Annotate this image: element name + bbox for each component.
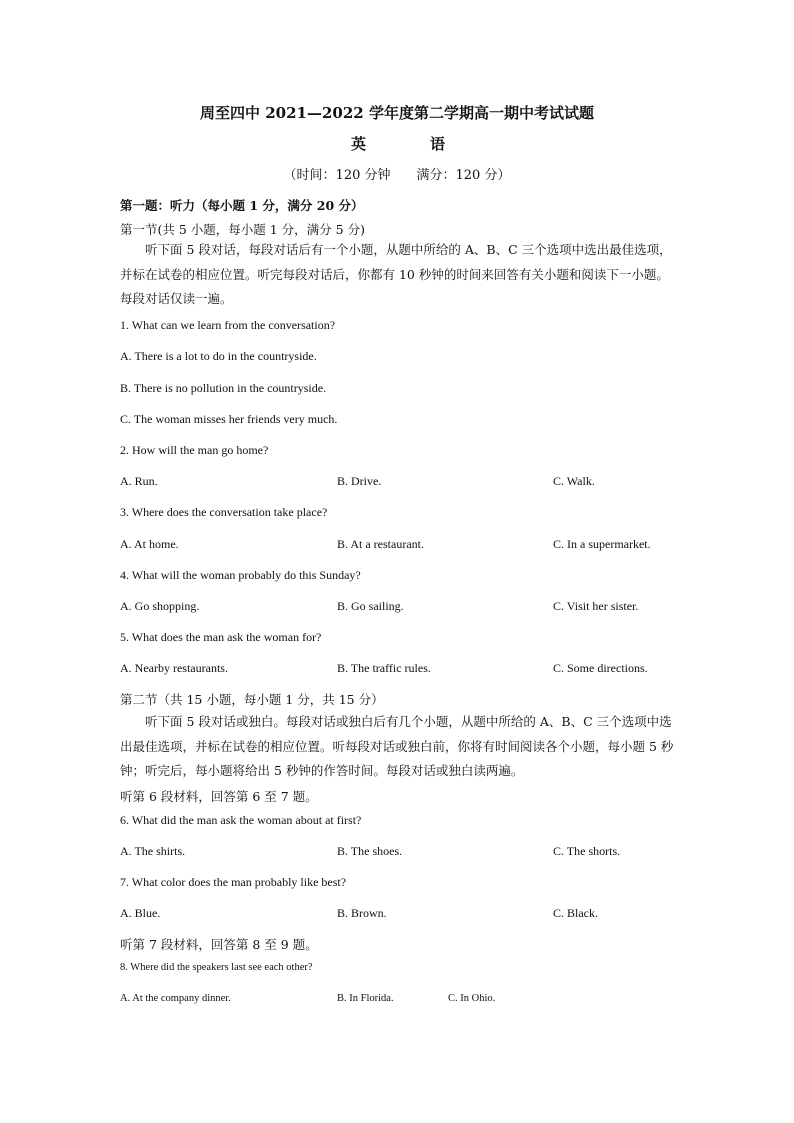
q1-option-b: B. There is no pollution in the countryside. — [120, 381, 327, 395]
section1-instructions: 听下面 5 段对话，每段对话后有一个小题，从题中所给的 A、B、C 三个选项中选出最佳选项，并标在试卷的相应位置。听完每段对话后，你都有 10 秒钟的时间来回答有关小题和阅读下一小题。每段对话仅读一遍。 — [120, 242, 672, 306]
q7-option-c: C. Black. — [553, 906, 598, 920]
q6-option-c: C. The shorts. — [553, 844, 621, 858]
q2-option-b: B. Drive. — [337, 474, 382, 488]
q6-option-a: A. The shirts. — [120, 844, 186, 858]
q5-option-a: A. Nearby restaurants. — [120, 661, 228, 675]
question-2: 2. How will the man go home? — [120, 443, 269, 457]
subject-char-1: 英 — [351, 135, 367, 153]
subject-char-2: 语 — [430, 135, 446, 153]
q4-option-a: A. Go shopping. — [120, 599, 200, 613]
question-7: 7. What color does the man probably like best? — [120, 875, 347, 889]
question-4: 4. What will the woman probably do this Sunday? — [120, 568, 361, 582]
question-1: 1. What can we learn from the conversation? — [120, 318, 336, 332]
q7-option-a: A. Blue. — [120, 906, 161, 920]
q2-option-a: A. Run. — [120, 474, 158, 488]
material-6-heading: 听第 6 段材料，回答第 6 至 7 题。 — [120, 789, 318, 804]
question-3: 3. Where does the conversation take place? — [120, 505, 328, 519]
q7-option-b: B. Brown. — [337, 906, 387, 920]
section2-instructions: 听下面 5 段对话或独白。每段对话或独白后有几个小题，从题中所给的 A、B、C 三个选项中选出最佳选项，并标在试卷的相应位置。听每段对话或独白前，你将有时间阅读各个小题，每小题 5 秒钟；听完后，每小题将给出 5 秒钟的作答时间。每段对话或独白读两遍。 — [120, 714, 674, 778]
q4-option-c: C. Visit her sister. — [553, 599, 639, 613]
q2-option-c: C. Walk. — [553, 474, 595, 488]
q3-option-c: C. In a supermarket. — [553, 537, 651, 551]
q1-option-c: C. The woman misses her friends very much. — [120, 412, 338, 426]
q3-option-a: A. At home. — [120, 537, 179, 551]
q8-option-b: B. In Florida. — [337, 993, 394, 1004]
q3-option-b: B. At a restaurant. — [337, 537, 424, 551]
exam-meta: （时间：120 分钟 满分：120 分） — [283, 168, 511, 183]
q5-option-b: B. The traffic rules. — [337, 661, 431, 675]
q8-option-c: C. In Ohio. — [448, 993, 496, 1004]
q6-option-b: B. The shoes. — [337, 844, 403, 858]
q8-option-a: A. At the company dinner. — [120, 993, 231, 1004]
section2-heading: 第二节（共 15 小题，每小题 1 分，共 15 分） — [120, 692, 384, 707]
question-8: 8. Where did the speakers last see each other? — [120, 962, 313, 973]
q4-option-b: B. Go sailing. — [337, 599, 404, 613]
q1-option-a: A. There is a lot to do in the countryside. — [120, 349, 317, 363]
question-5: 5. What does the man ask the woman for? — [120, 630, 322, 644]
section1-heading: 第一节(共 5 小题，每小题 1 分，满分 5 分) — [120, 222, 365, 237]
q5-option-c: C. Some directions. — [553, 661, 648, 675]
part1-heading: 第一题：听力（每小题 1 分，满分 20 分） — [120, 198, 364, 213]
material-7-heading: 听第 7 段材料，回答第 8 至 9 题。 — [120, 937, 318, 952]
question-6: 6. What did the man ask the woman about at first? — [120, 813, 362, 827]
exam-title: 周至四中 2021—2022 学年度第二学期高一期中考试试题 — [200, 104, 594, 122]
